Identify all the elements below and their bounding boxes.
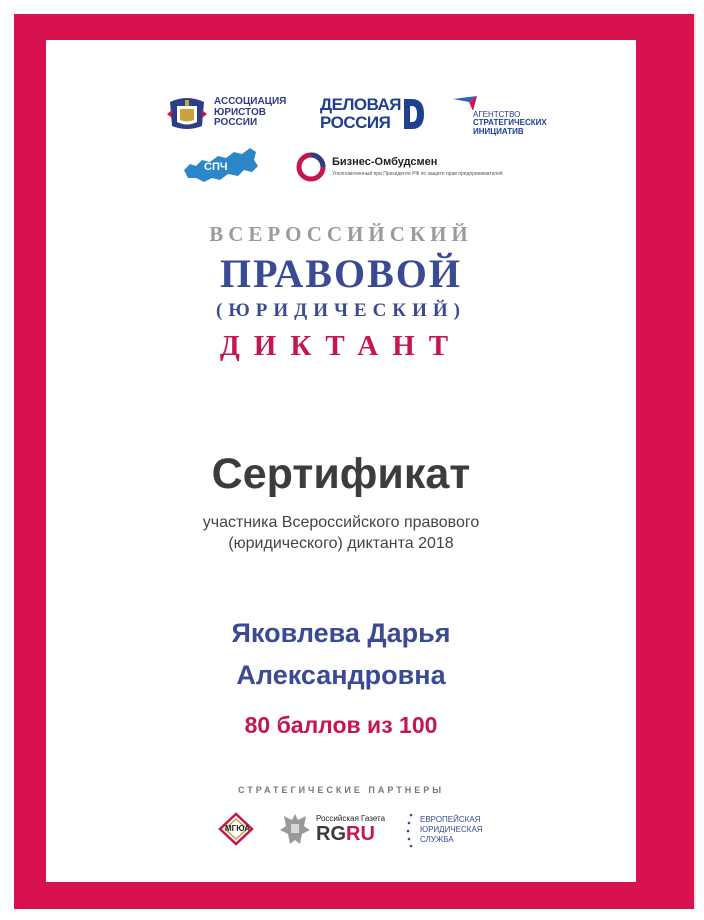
asi-line-1: АГЕНТСТВО	[473, 110, 521, 119]
ombudsman-subtitle: Уполномоченный при Президенте РФ по защите прав предпринимателей	[332, 171, 503, 178]
certificate-subtitle	[46, 512, 636, 554]
partners-heading: СТРАТЕГИЧЕСКИЕ ПАРТНЕРЫ	[237, 785, 445, 795]
eus-line-3: СЛУЖБА	[420, 835, 454, 844]
alr-logo	[166, 92, 286, 134]
eus-line-2: ЮРИДИЧЕСКАЯ	[420, 825, 483, 834]
certificate-heading: Сертификат	[211, 450, 471, 498]
page-edge	[694, 14, 696, 909]
delovaya-line-2: РОССИЯ	[320, 112, 391, 132]
asi-line-2: СТРАТЕГИЧЕСКИХ	[473, 118, 547, 128]
alr-line-1: АССОЦИАЦИЯ	[214, 96, 287, 108]
asi-logo	[451, 95, 547, 136]
business-ombudsman-logo	[296, 152, 503, 182]
spch-text: СПЧ	[204, 161, 228, 173]
asi-arrow-icon	[451, 95, 481, 113]
certificate-subtitle-line-1: участника Всероссийского правового	[202, 514, 480, 531]
mgua-text: МГЮА	[225, 824, 251, 833]
alr-line-2: ЮРИСТОВ	[214, 106, 267, 118]
asi-line-3: ИНИЦИАТИВ	[473, 126, 524, 136]
spch-logo	[182, 144, 260, 186]
participant-name-line-1: Яковлева Дарья	[231, 618, 451, 648]
title-line-3: (ЮРИДИЧЕСКИЙ)	[216, 300, 466, 321]
rg-letters: RG	[316, 822, 346, 845]
rg-top: Российская Газета	[316, 813, 386, 823]
stars-circle-icon	[406, 812, 416, 848]
ombudsman-title: Бизнес-Омбудсмен	[332, 155, 438, 168]
eus-logo	[406, 812, 483, 848]
delovaya-line-1: ДЕЛОВАЯ	[320, 95, 402, 114]
participant-name	[46, 612, 636, 696]
rg-wordmark	[316, 823, 385, 845]
title-line-4: ДИКТАНТ	[219, 330, 463, 362]
eus-line-1: ЕВРОПЕЙСКАЯ	[420, 815, 481, 824]
rg-logo	[278, 810, 385, 848]
double-eagle-icon	[278, 810, 312, 848]
delovaya-rossiya-d-icon	[402, 97, 426, 131]
alr-line-3: РОССИИ	[214, 117, 258, 129]
certificate-page	[46, 40, 636, 882]
ru-letters: RU	[346, 822, 375, 845]
ombudsman-circle-icon	[296, 152, 328, 182]
title-line-2: ПРАВОВОЙ	[219, 251, 462, 296]
participant-name-line-2: Александровна	[236, 660, 446, 690]
lawyers-association-emblem-icon	[166, 92, 208, 134]
delovaya-rossiya-logo	[320, 96, 426, 132]
mgua-logo	[218, 812, 254, 846]
title-line-1: ВСЕРОССИЙСКИЙ	[209, 222, 473, 246]
certificate-subtitle-line-2: (юридического) диктанта 2018	[228, 535, 454, 552]
score: 80 баллов из 100	[244, 712, 438, 738]
